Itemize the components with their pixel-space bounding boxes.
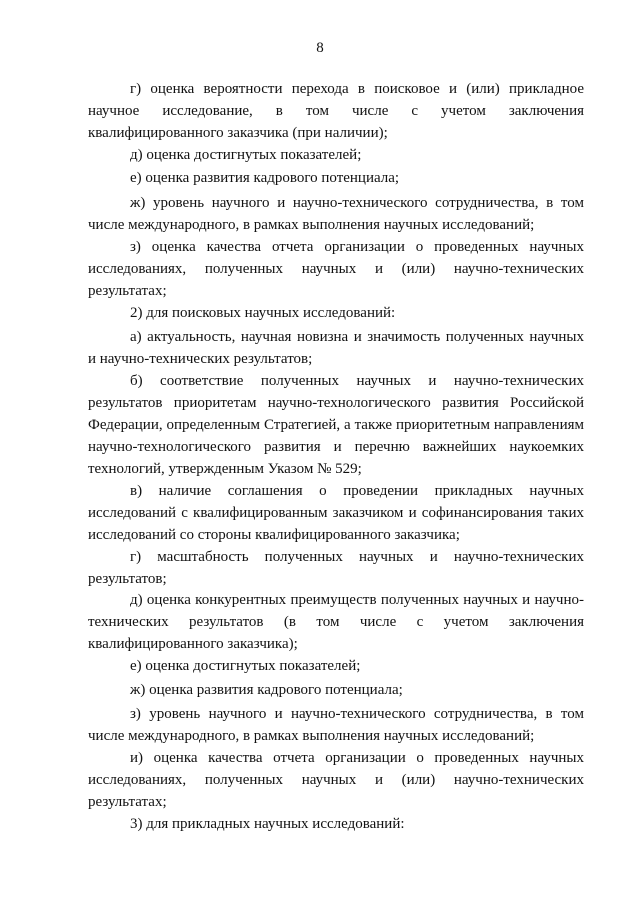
page-number: 8 <box>316 40 324 56</box>
paragraph-line: научное исследование, в том числе с учетом заключения <box>88 103 584 119</box>
paragraph <box>88 167 584 189</box>
paragraph <box>88 703 584 747</box>
paragraph-line: е) оценка достигнутых показателей; <box>130 658 361 674</box>
paragraph-line: и научно-технических результатов; <box>88 351 313 367</box>
paragraph-line: квалифицированного заказчика (при наличии); <box>88 125 388 141</box>
paragraph-line: г) масштабность полученных научных и научно-технических <box>130 549 584 565</box>
paragraph-line: исследований со стороны квалифицированного заказчика; <box>88 527 460 543</box>
paragraph-line: исследованиях, полученных научных и (или) научно-технических <box>88 261 584 277</box>
paragraph-line: з) уровень научного и научно-технического сотрудничества, в том <box>130 706 584 722</box>
paragraph <box>88 546 584 590</box>
paragraph-line: числе международного, в рамках выполнения научных исследований; <box>88 217 535 233</box>
paragraph <box>88 655 584 677</box>
paragraph-line: а) актуальность, научная новизна и значимость полученных научных <box>130 329 584 345</box>
paragraph-line: результатов; <box>88 571 167 587</box>
paragraph-line: квалифицированного заказчика); <box>88 636 298 652</box>
paragraph <box>88 747 584 813</box>
paragraph <box>88 236 584 302</box>
paragraph <box>88 78 584 144</box>
paragraph-line: технологий, утвержденным Указом № 529; <box>88 461 362 477</box>
paragraph-line: исследованиях, полученных научных и (или) научно-технических <box>88 772 584 788</box>
paragraph <box>88 370 584 480</box>
paragraph-line: технических результатов (в том числе с учетом заключения <box>88 614 584 630</box>
paragraph-line: числе международного, в рамках выполнения научных исследований; <box>88 728 535 744</box>
paragraph <box>88 144 584 166</box>
paragraph-line: д) оценка достигнутых показателей; <box>130 147 362 163</box>
paragraph <box>88 589 584 655</box>
paragraph <box>88 326 584 370</box>
paragraph-line: результатов приоритетам научно-технологического развития Российской <box>88 395 584 411</box>
paragraph-line: г) оценка вероятности перехода в поисковое и (или) прикладное <box>130 81 584 97</box>
paragraph-line: е) оценка развития кадрового потенциала; <box>130 170 400 186</box>
paragraph-line: ж) оценка развития кадрового потенциала; <box>130 682 403 698</box>
paragraph-line: исследований с квалифицированным заказчиком и софинансирования таких <box>88 505 584 521</box>
paragraph-line: результатах; <box>88 283 167 299</box>
paragraph-line: научно-технологического развития и перечню важнейших наукоемких <box>88 439 584 455</box>
paragraph-line: в) наличие соглашения о проведении прикладных научных <box>130 483 584 499</box>
paragraph <box>88 480 584 546</box>
paragraph-line: д) оценка конкурентных преимуществ полученных научных и научно- <box>130 592 584 608</box>
paragraph-line: з) оценка качества отчета организации о проведенных научных <box>130 239 584 255</box>
paragraph <box>88 679 584 701</box>
paragraph-line: и) оценка качества отчета организации о проведенных научных <box>130 750 584 766</box>
paragraph-line: 2) для поисковых научных исследований: <box>130 305 396 321</box>
paragraph-line: 3) для прикладных научных исследований: <box>130 816 405 832</box>
paragraph-line: б) соответствие полученных научных и научно-технических <box>130 373 584 389</box>
paragraph-line: результатах; <box>88 794 167 810</box>
paragraph <box>88 813 584 835</box>
paragraph-line: ж) уровень научного и научно-технического сотрудничества, в том <box>130 195 584 211</box>
paragraph <box>88 192 584 236</box>
paragraph <box>88 302 584 324</box>
paragraph-line: Федерации, определенным Стратегией, а также приоритетным направлениям <box>88 417 584 433</box>
